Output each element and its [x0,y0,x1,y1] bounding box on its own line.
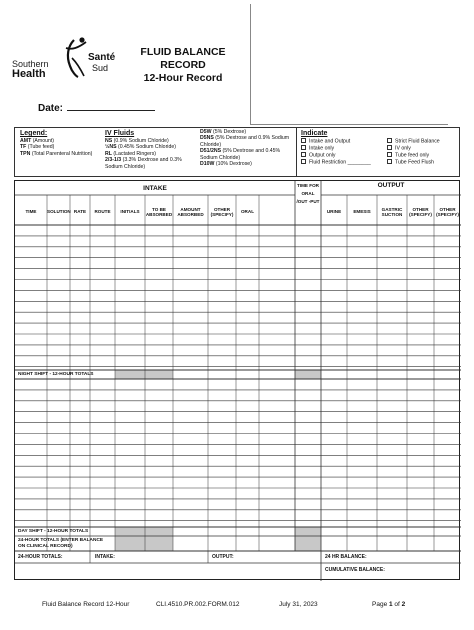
iv-fluids-column-1 [105,130,197,170]
iv-fluid-item: RL (Lactated Ringers) [105,150,157,157]
iv-fluid-item: D5W (5% Dextrose) [200,129,247,135]
column-header: SOLUTION [47,209,71,214]
indicate-heading: Indicate [301,130,328,137]
indicate-divider [296,128,297,176]
checkbox[interactable] [301,159,306,164]
column-header: ORAL [240,209,254,214]
indicate-option[interactable]: Output only [301,152,385,159]
checkbox[interactable] [301,152,306,157]
indicate-column-1 [301,130,385,166]
logo-health: Health [12,68,46,80]
bottom-intake-label: INTAKE: [95,554,115,560]
checkbox[interactable] [387,138,392,143]
footer-form-name: Fluid Balance Record 12-Hour [42,601,130,608]
day-shift-totals-label: DAY SHIFT - 12-HOUR TOTALS [18,529,89,534]
date-row [38,102,155,114]
shaded-cell [115,527,145,536]
bottom-24hr-balance-label: 24 HR BALANCE: [325,554,367,560]
patient-label-area-bottom [250,124,448,125]
checkbox[interactable] [387,159,392,164]
checkbox[interactable] [387,145,392,150]
logo [12,36,116,84]
indicate-option[interactable]: Intake only [301,145,385,152]
footer-page-number: Page 1 of 2 [372,601,406,608]
indicate-option[interactable]: Strict Fluid Balance [387,138,459,145]
bottom-24-hour-totals: 24-HOUR TOTALS: [18,554,63,560]
indicate-option[interactable]: Tube feed only [387,152,459,159]
iv-fluid-item: D51/2NS (5% Dextrose and 0.45% Sodium Chloride) [200,148,281,161]
column-header: TO BE ABSORBED [145,207,173,218]
legend-item: TPN (Total Parenteral Nutrition) [20,150,93,157]
column-header: ROUTE [94,209,111,214]
shaded-cell [295,370,321,379]
legend-item: AMT (Amount) [20,138,55,144]
shaded-cell [115,536,145,551]
iv-fluid-item: D5NS (5% Dextrose and 0.9% Sodium Chloride) [200,135,290,148]
logo-sante: Santé [88,52,116,63]
output-heading: OUTPUT [377,182,405,189]
title-line-2: RECORD [160,59,206,71]
shaded-cell [295,527,321,536]
indicate-column-2 [387,138,459,166]
checkbox[interactable] [301,138,306,143]
iv-fluids-heading: IV Fluids [105,130,135,137]
iv-fluid-item: NS (0.9% Sodium Chloride) [105,138,169,144]
iv-fluid-item: 2/3-1/3 (3.3% Dextrose and 0.3% Sodium Chloride) [105,157,182,170]
legend-heading: Legend: [20,130,48,137]
column-header: TIME [25,209,37,214]
shaded-cell [295,536,321,551]
column-header: OTHER (SPECIFY) [436,207,459,218]
legend-box [14,127,460,177]
intake-heading: INTAKE [143,185,167,192]
form-title [128,46,238,85]
indicate-option[interactable]: IV only [387,145,459,152]
night-shift-totals-label: NIGHT SHIFT - 12-HOUR TOTALS [18,372,94,377]
table-grid-lines [15,181,461,581]
iv-fluids-column-2 [200,129,292,167]
shaded-cell [145,370,173,379]
24-hour-totals-label: 24-HOUR TOTALS (ENTER BALANCE [18,538,104,543]
bottom-cumulative-balance-label: CUMULATIVE BALANCE: [325,567,385,573]
shaded-cell [145,536,173,551]
indicate-option[interactable]: Intake and Output [301,138,385,145]
shaded-cell [115,370,145,379]
title-line-3: 12-Hour Record [143,72,223,84]
column-header: URINE [326,209,342,214]
column-header: OTHER (SPECIFY) [409,207,432,218]
logo-figure-icon [60,36,90,78]
fluid-balance-table [14,180,460,580]
checkbox[interactable] [301,145,306,150]
column-header: EMESIS [353,209,371,214]
legend-column [20,130,102,157]
column-header: INITIALS [120,209,140,214]
title-line-1: FLUID BALANCE [140,46,226,58]
column-header: GASTRIC SUCTION [381,207,403,218]
iv-fluid-item: D10W (10% Dextrose) [200,161,252,168]
shaded-cell [145,527,173,536]
time-for-oral-header: TIME FOR ORAL /OUT -PUT [296,183,320,204]
indicate-option[interactable]: Tube Feed Flush [387,159,459,166]
date-label: Date: [38,103,64,114]
date-field[interactable] [67,102,155,111]
footer-form-code: CLI.4510.PR.002.FORM.012 [156,601,240,608]
column-header: RATE [73,209,87,214]
footer-date: July 31, 2023 [279,601,318,608]
logo-southern: Southern [12,59,49,69]
patient-label-area-divider [250,4,251,124]
24-hour-totals-note: ON CLINICAL RECORD) [18,544,73,549]
logo-sud: Sud [92,63,109,73]
checkbox[interactable] [387,152,392,157]
column-header: AMOUNT ABSORBED [177,207,204,218]
legend-item: TF (Tube feed) [20,144,55,151]
indicate-option[interactable]: Fluid Restriction ________ [301,159,385,166]
bottom-output-label: OUTPUT: [212,554,234,560]
iv-fluid-item: ½NS (0.45% Sodium Chloride) [105,144,176,151]
column-header: OTHER (SPECIFY) [210,207,234,218]
